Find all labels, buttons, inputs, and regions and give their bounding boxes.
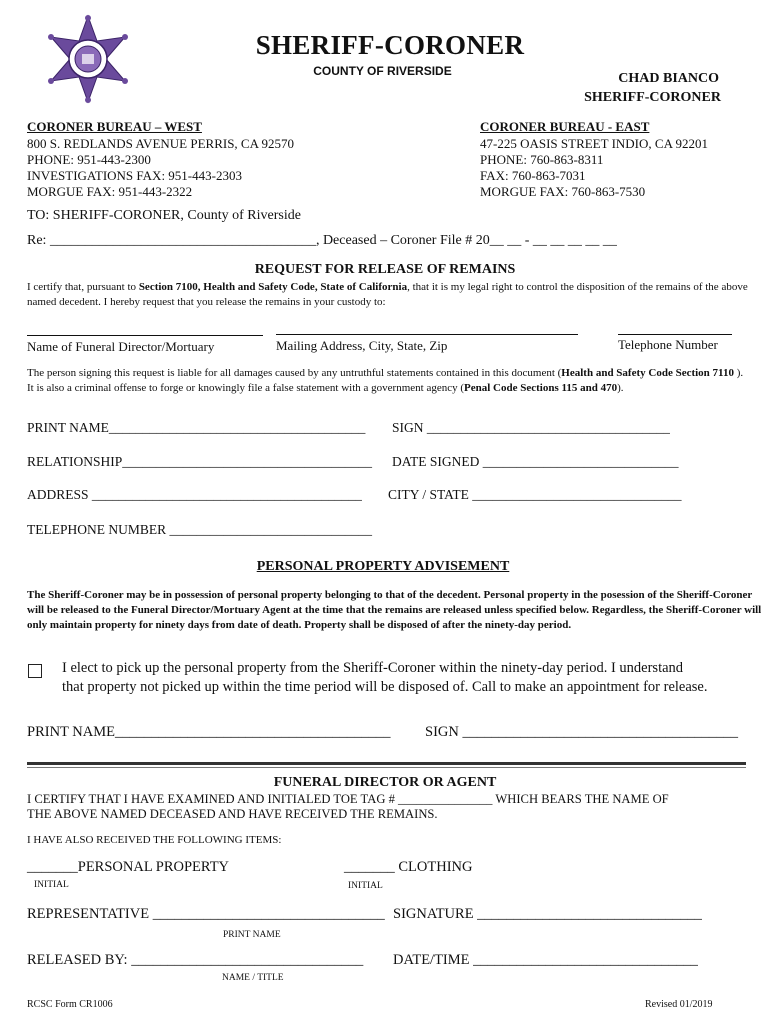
received-items-label: I HAVE ALSO RECEIVED THE FOLLOWING ITEMS:	[27, 834, 282, 846]
cert-code: Section 7100, Health and Safety Code, State of California	[138, 281, 408, 293]
sign-field[interactable]: SIGN ____________________________________	[392, 420, 670, 435]
name-title-caption: NAME / TITLE	[222, 973, 284, 983]
property-print-name-field[interactable]: PRINT NAME______________________________________	[27, 724, 391, 740]
section-divider-thin	[27, 767, 746, 768]
property-sign-field[interactable]: SIGN ______________________________________	[425, 724, 738, 740]
representative-field[interactable]: REPRESENTATIVE ________________________________	[27, 906, 385, 922]
cert-suffix: , that it is my legal right to control the disposition of the remains of the above named decedent. I hereby request that you release the remains in your custody to:	[27, 281, 748, 308]
sheriff-title: SHERIFF-CORONER	[584, 90, 721, 105]
telephone-line[interactable]	[618, 334, 732, 335]
funeral-cert-line-2: THE ABOVE NAMED DECEASED AND HAVE RECEIVED THE REMAINS.	[27, 807, 438, 821]
elect-line-1: I elect to pick up the personal property from the Sheriff-Coroner within the ninety-day period. I understand	[62, 660, 684, 676]
liab-code1: Health and Safety Code Section 7110	[561, 367, 734, 379]
print-name-field[interactable]: PRINT NAME______________________________________	[27, 420, 366, 435]
cert-prefix: I certify that, pursuant to	[27, 281, 139, 293]
elect-line-2: that property not picked up within the time period will be disposed of. Call to make an appointment for release.	[62, 679, 708, 695]
funeral-cert-line-1: I CERTIFY THAT I HAVE EXAMINED AND INITIALED TOE TAG # _______________ WHICH BEARS THE NAME OF	[27, 792, 669, 806]
east-fax: FAX: 760-863-7031	[480, 168, 586, 183]
form-number: RCSC Form CR1006	[27, 999, 113, 1010]
date-time-field[interactable]: DATE/TIME _______________________________	[393, 952, 698, 968]
initial-caption-2: INITIAL	[348, 881, 383, 891]
request-title: REQUEST FOR RELEASE OF REMAINS	[254, 262, 516, 277]
west-morgue-fax: MORGUE FAX: 951-443-2322	[27, 184, 193, 199]
liab-end: ).	[617, 382, 624, 394]
liability-paragraph	[27, 366, 752, 396]
relationship-field[interactable]: RELATIONSHIP_____________________________________	[27, 454, 373, 469]
liab-code2: Penal Code Sections 115 and 470	[464, 382, 618, 394]
initial-caption-1: INITIAL	[34, 880, 69, 890]
property-heading: PERSONAL PROPERTY ADVISEMENT	[256, 559, 510, 574]
telephone-number-field[interactable]: TELEPHONE NUMBER ______________________________	[27, 522, 372, 537]
print-name-caption: PRINT NAME	[223, 930, 281, 940]
re-line[interactable]: Re: ______________________________________, Deceased – Coroner File # 20__ __ - __ __ __ __ __	[27, 233, 617, 248]
sheriff-name: CHAD BIANCO	[618, 71, 719, 86]
page-title: SHERIFF-CORONER	[255, 30, 525, 60]
city-state-field[interactable]: CITY / STATE _______________________________	[388, 487, 682, 502]
property-paragraph: The Sheriff-Coroner may be in possession of personal property belonging to that of the decedent. Personal property in the posession of the Sheriff-Coroner will be released to the Funeral Director/Mortuary Agent at the time that the remains are released unless specified below. Regardless, the Sheriff-Coroner will only maintain property for ninety days from date of death. Property shall be disposed of after the ninety-day period.	[27, 589, 762, 631]
east-morgue-fax: MORGUE FAX: 760-863-7530	[480, 184, 646, 199]
west-investigations-fax: INVESTIGATIONS FAX: 951-443-2303	[27, 168, 242, 183]
east-address: 47-225 OASIS STREET INDIO, CA 92201	[480, 136, 708, 151]
released-by-field[interactable]: RELEASED BY: ________________________________	[27, 952, 364, 968]
liab-prefix: The person signing this request is liable for all damages caused by any untruthful statements contained in this document (	[27, 367, 562, 379]
west-address: 800 S. REDLANDS AVENUE PERRIS, CA 92570	[27, 136, 295, 151]
west-phone: PHONE: 951-443-2300	[27, 152, 151, 167]
revised-date: Revised 01/2019	[645, 999, 713, 1010]
personal-property-initial-field[interactable]: _______PERSONAL PROPERTY	[27, 859, 230, 875]
liab-mid: ). It is also a criminal offense to forge or knowingly file a false statement with a government agency (	[27, 367, 744, 394]
address-field[interactable]: ADDRESS ________________________________________	[27, 487, 362, 502]
section-divider	[27, 762, 746, 765]
clothing-initial-field[interactable]: _______ CLOTHING	[344, 859, 473, 875]
funeral-heading: FUNERAL DIRECTOR OR AGENT	[273, 775, 497, 790]
east-phone: PHONE: 760-863-8311	[480, 152, 604, 167]
signature-field[interactable]: SIGNATURE _______________________________	[393, 906, 702, 922]
label-telephone: Telephone Number	[618, 337, 718, 352]
west-bureau-heading: CORONER BUREAU – WEST	[27, 119, 202, 134]
label-funeral-director: Name of Funeral Director/Mortuary	[27, 339, 215, 354]
east-bureau-heading: CORONER BUREAU - EAST	[480, 119, 650, 134]
county-name: COUNTY OF RIVERSIDE	[313, 64, 452, 78]
to-line: TO: SHERIFF-CORONER, County of Riverside	[27, 208, 301, 223]
date-signed-field[interactable]: DATE SIGNED _____________________________	[392, 454, 679, 469]
certify-paragraph	[27, 280, 752, 310]
label-mailing-address: Mailing Address, City, State, Zip	[276, 338, 448, 353]
elect-checkbox[interactable]	[28, 664, 42, 678]
mailing-address-line[interactable]	[276, 334, 578, 335]
funeral-director-line[interactable]	[27, 335, 263, 336]
